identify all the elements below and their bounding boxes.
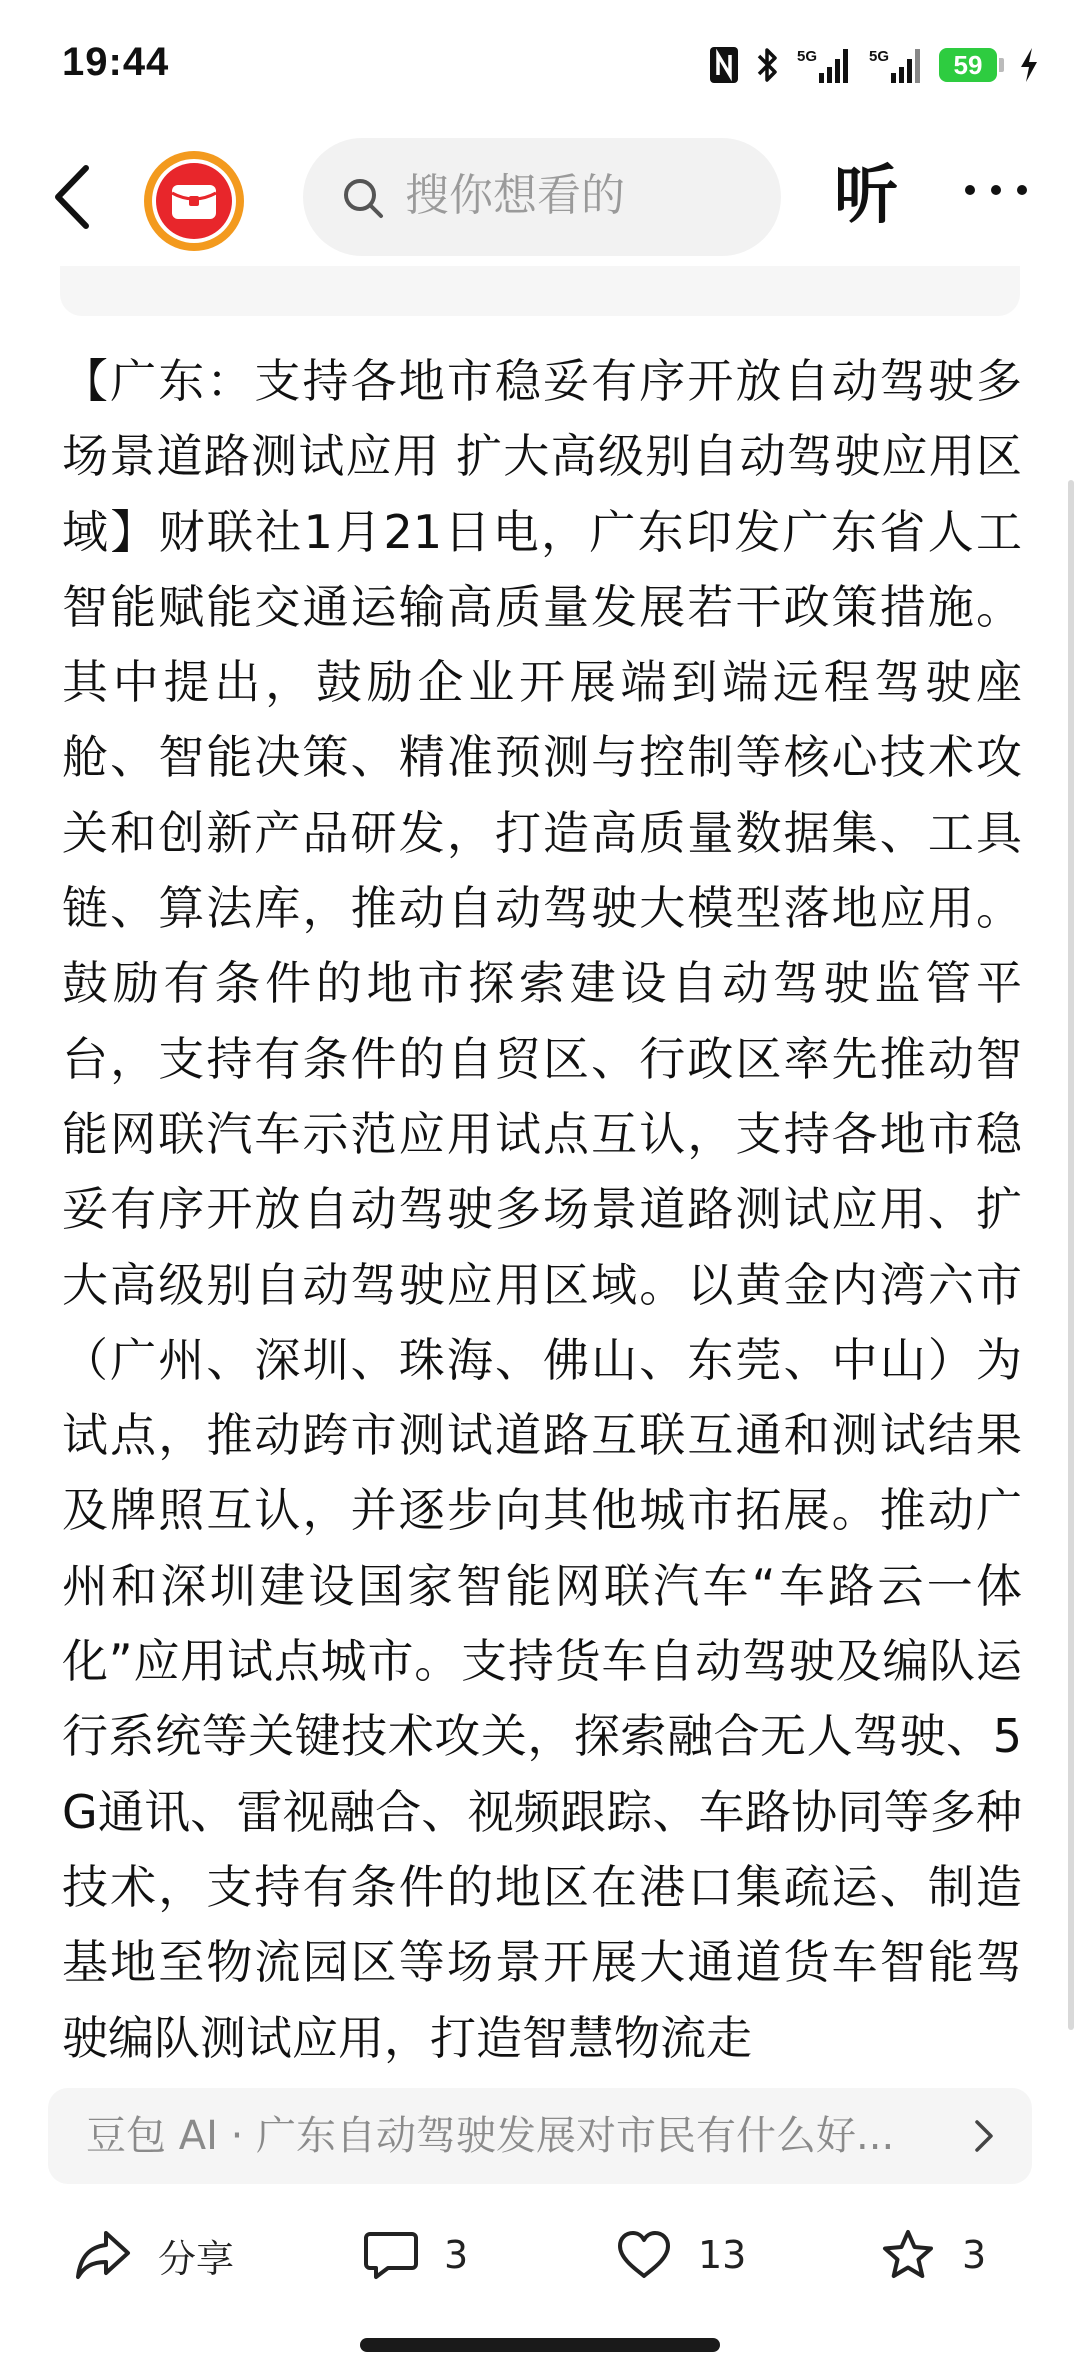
status-icons [709, 40, 1040, 90]
status-time: 19:44 [62, 40, 170, 84]
svg-text:5G: 5G [869, 48, 890, 65]
bottom-action-bar [0, 2210, 1080, 2300]
like-button[interactable] [616, 2210, 746, 2300]
battery-icon [939, 48, 1004, 82]
signal-5g-icon [795, 45, 853, 85]
star-icon [880, 2228, 936, 2282]
charging-icon [1018, 45, 1040, 85]
favorite-button[interactable] [880, 2210, 986, 2300]
share-label: 分享 [158, 2236, 235, 2281]
ai-suggestion-text: 豆包 AI · 广东自动驾驶发展对市民有什么好... [86, 2113, 895, 2159]
svg-text:5G: 5G [797, 48, 818, 65]
ai-suggestion-bar[interactable] [48, 2088, 1032, 2184]
more-icon [960, 170, 1032, 210]
heart-icon [616, 2230, 672, 2280]
comment-count: 3 [444, 2233, 469, 2277]
status-bar [0, 0, 1080, 120]
app-logo-icon [140, 147, 248, 255]
top-nav [0, 130, 1080, 260]
search-input[interactable] [303, 138, 781, 256]
chevron-right-icon [972, 2118, 996, 2154]
comment-icon [364, 2230, 418, 2280]
search-icon [341, 176, 385, 220]
search-placeholder: 搜你想看的 [405, 170, 625, 221]
like-count: 13 [698, 2233, 747, 2277]
battery-level: 59 [939, 48, 997, 82]
back-arrow-icon [44, 162, 104, 232]
share-icon [74, 2229, 132, 2281]
scrollbar-thumb[interactable] [1068, 480, 1074, 2030]
back-button[interactable] [44, 162, 104, 232]
home-indicator[interactable] [360, 2338, 720, 2352]
share-button[interactable] [74, 2210, 234, 2300]
comment-button[interactable] [364, 2210, 468, 2300]
nfc-icon [709, 45, 739, 85]
article-body [62, 344, 1022, 2090]
previous-card-edge [60, 266, 1020, 316]
more-button[interactable] [960, 170, 1032, 210]
app-logo[interactable] [140, 147, 248, 255]
article-text: 【广东：支持各地市稳妥有序开放自动驾驶多场景道路测试应用 扩大高级别自动驾驶应用区域】财联社1月21日电，广东印发广东省人工智能赋能交通运输高质量发展若干政策措施。其中提出，鼓励企业开展端到端远程驾驶座舱、智能决策、精准预测与控制等核心技术攻关和创新产品研发，打造高质量数据集、工具链、算法库，推动自动驾驶大模型落地应用。鼓励有条件的地市探索建设自动驾驶监管平台，支持有条件的自贸区、行政区率先推动智能网联汽车示范应用试点互认，支持各地市稳妥有序开放自动驾驶多场景道路测试应用、扩大高级别自动驾驶应用区域。以黄金内湾六市（广州、深圳、珠海、佛山、东莞、中山）为试点，推动跨市测试道路互联互通和测试结果及牌照互认，并逐步向其他城市拓展。推动广州和深圳建设国家智能网联汽车“车路云一体化”应用试点城市。支持货车自动驾驶及编队运行系统等关键技术攻关，探索融合无人驾驶、5G通讯、雷视融合、视频跟踪、车路协同等多种技术，支持有条件的地区在港口集疏运、制造基地至物流园区等场景开展大通道货车智能驾驶编队测试应用，打造智慧物流走 [62, 354, 1022, 2065]
listen-button[interactable]: 听 [834, 159, 898, 233]
favorite-count: 3 [962, 2233, 987, 2277]
signal-5g-icon [867, 45, 925, 85]
bluetooth-icon [753, 45, 781, 85]
